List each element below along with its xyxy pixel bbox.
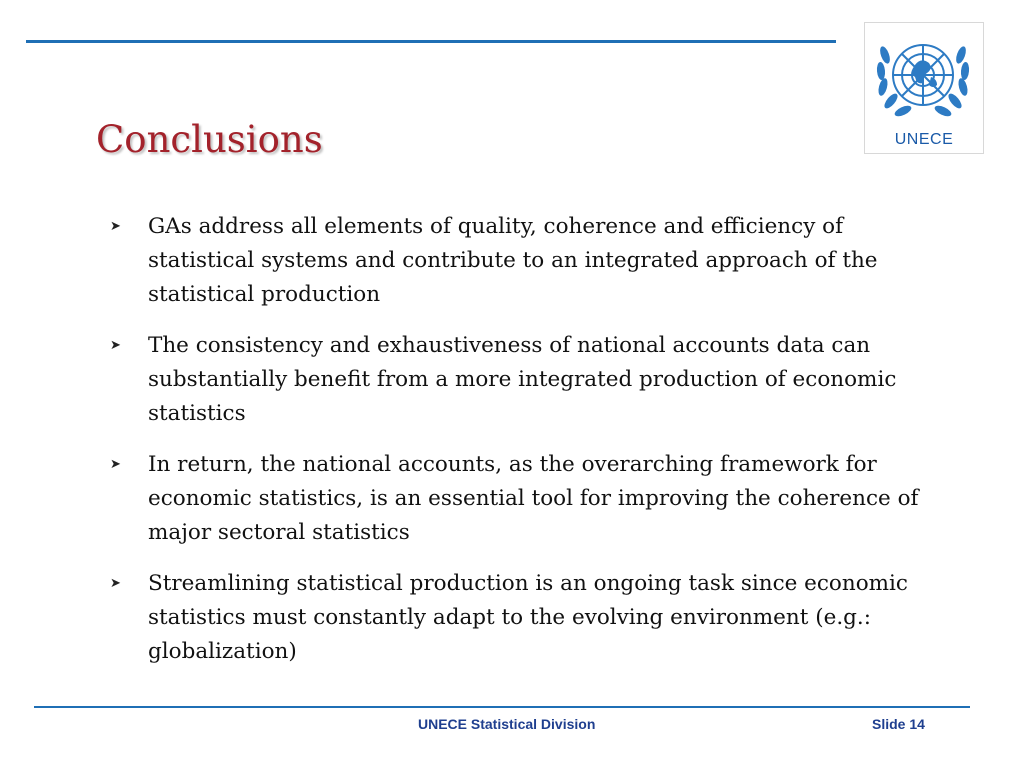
arrowhead-bullet-icon: ➤	[110, 219, 121, 234]
slide-number: Slide 14	[872, 716, 925, 732]
footer-divider	[34, 706, 970, 708]
footer-organization: UNECE Statistical Division	[418, 716, 596, 732]
bullet-item	[108, 567, 928, 669]
arrowhead-bullet-icon: ➤	[110, 576, 121, 591]
bullet-text: In return, the national accounts, as the overarching framework for economic statistics, is an essential tool for improving the coherence of major sectoral statistics	[148, 452, 919, 545]
logo-wordmark: UNECE	[894, 131, 954, 148]
bullet-text: Streamlining statistical production is an ongoing task since economic statistics must constantly adapt to the evolving environment (e.g.: globalization)	[148, 571, 908, 664]
bullet-text: The consistency and exhaustiveness of national accounts data can substantially benefit from a more integrated production of economic statistics	[148, 333, 897, 426]
bullet-text: GAs address all elements of quality, coherence and efficiency of statistical systems and contribute to an integrated approach of the statistical production	[148, 214, 878, 307]
bullet-list	[108, 210, 928, 686]
top-divider	[26, 40, 836, 43]
un-emblem-icon	[869, 25, 977, 129]
unece-logo	[864, 22, 984, 154]
bullet-item	[108, 448, 928, 550]
arrowhead-bullet-icon: ➤	[110, 457, 121, 472]
bullet-item	[108, 329, 928, 431]
bullet-item	[108, 210, 928, 312]
slide-title: Conclusions	[96, 118, 323, 161]
arrowhead-bullet-icon: ➤	[110, 338, 121, 353]
